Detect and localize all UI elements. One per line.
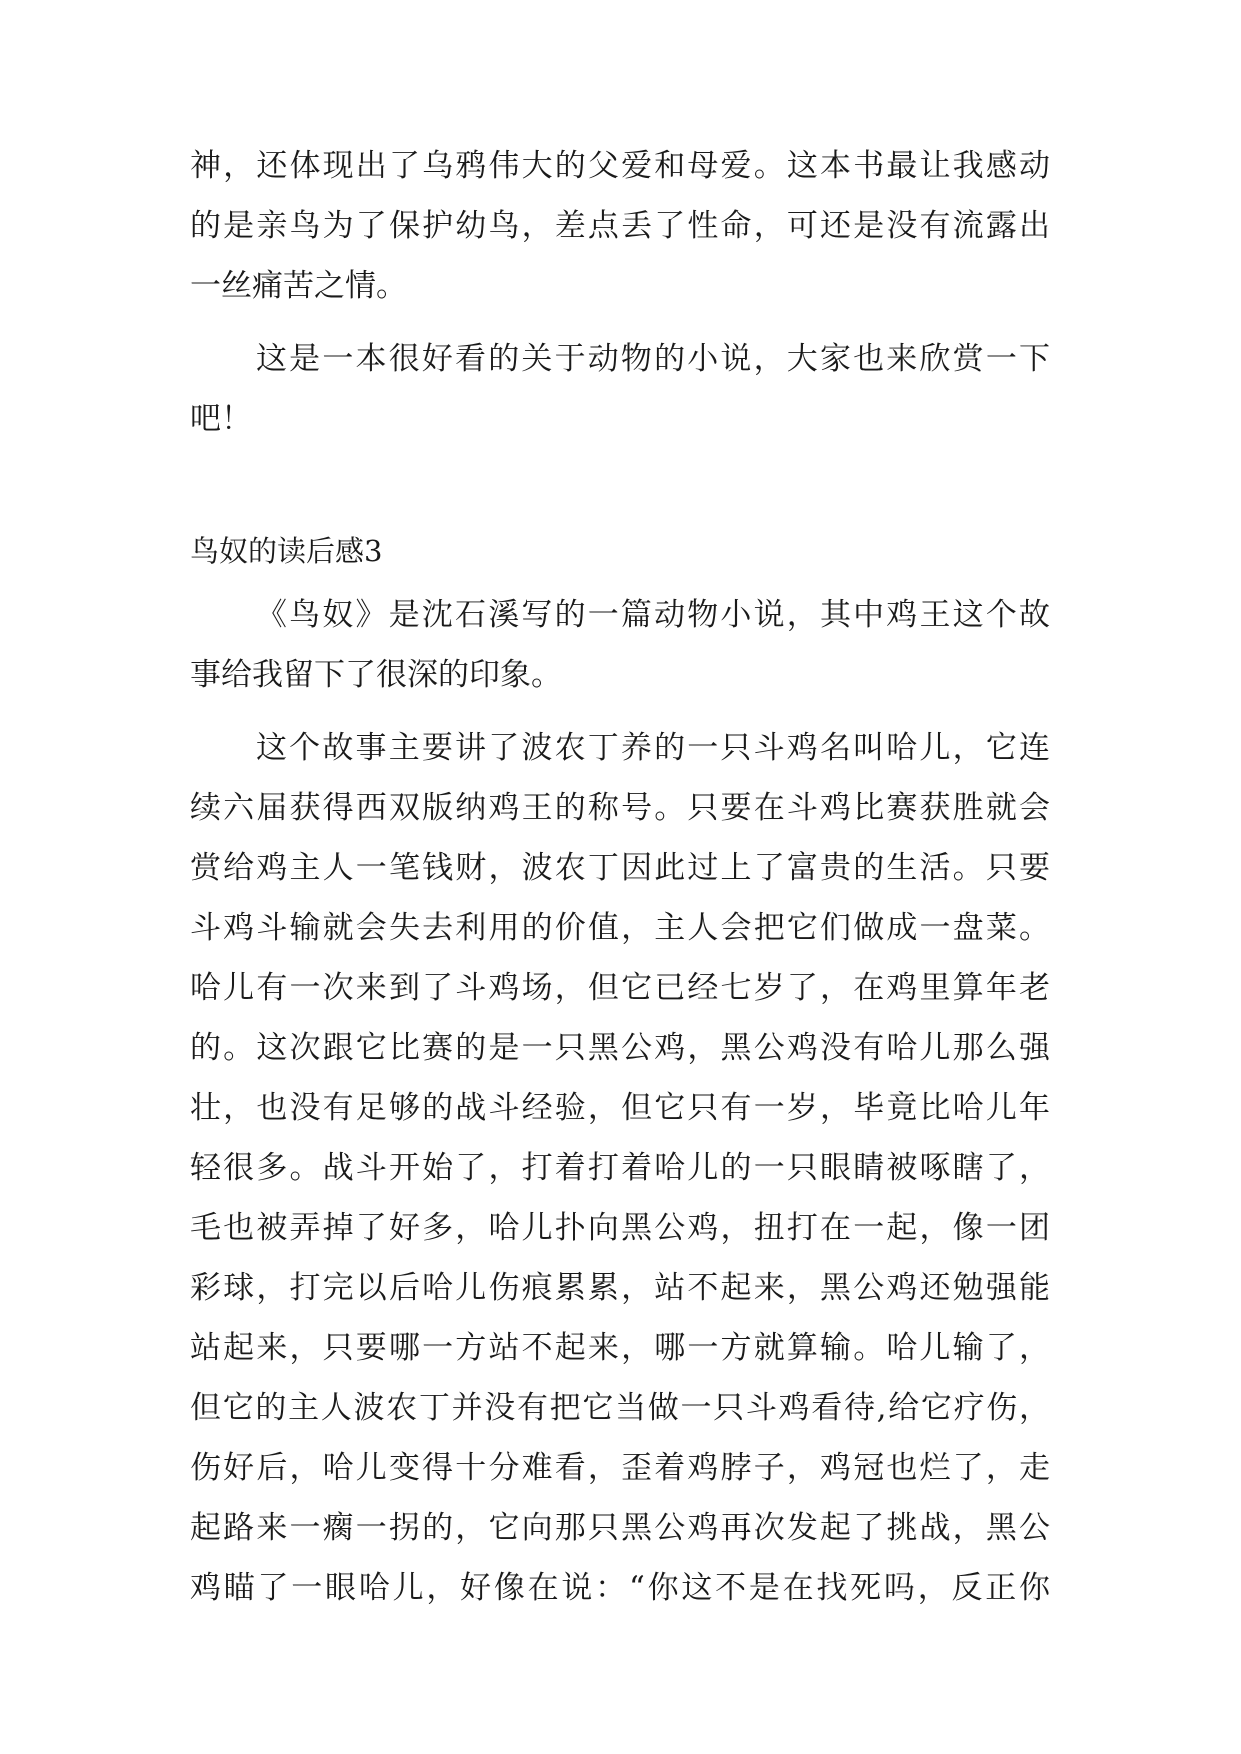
text-line: 续六届获得西双版纳鸡王的称号。只要在斗鸡比赛获胜就会 [190,790,1050,826]
text-line: 彩球，打完以后哈儿伤痕累累，站不起来，黑公鸡还勉强能 [190,1270,1050,1306]
text-line: 事给我留下了很深的印象。 [190,657,562,693]
text-line: 壮，也没有足够的战斗经验，但它只有一岁，毕竟比哈儿年 [190,1090,1050,1126]
text-line: 赏给鸡主人一笔钱财，波农丁因此过上了富贵的生活。只要 [190,850,1050,886]
text-line: 起路来一瘸一拐的，它向那只黑公鸡再次发起了挑战，黑公 [190,1510,1050,1546]
text-line: 这个故事主要讲了波农丁养的一只斗鸡名叫哈儿，它连 [256,730,1050,766]
text-line: 轻很多。战斗开始了，打着打着哈儿的一只眼睛被啄瞎了， [190,1150,1050,1186]
text-line: 伤好后，哈儿变得十分难看，歪着鸡脖子，鸡冠也烂了，走 [190,1450,1050,1486]
text-line: 的是亲鸟为了保护幼鸟，差点丢了性命，可还是没有流露出 [190,208,1050,244]
text-line: 的。这次跟它比赛的是一只黑公鸡，黑公鸡没有哈儿那么强 [190,1030,1050,1066]
text-line: 这是一本很好看的关于动物的小说，大家也来欣赏一下 [256,341,1050,377]
text-line: 《鸟奴》是沈石溪写的一篇动物小说，其中鸡王这个故 [256,597,1050,633]
text-line: 吧！ [190,401,252,437]
text-line: 斗鸡斗输就会失去利用的价值，主人会把它们做成一盘菜。 [190,910,1050,946]
text-line: 但它的主人波农丁并没有把它当做一只斗鸡看待,给它疗伤， [190,1390,1050,1426]
section-title: 鸟奴的读后感3 [190,534,383,568]
text-line: 鸡瞄了一眼哈儿，好像在说：“你这不是在找死吗，反正你 [190,1570,1050,1606]
text-line: 毛也被弄掉了好多，哈儿扑向黑公鸡，扭打在一起，像一团 [190,1210,1050,1246]
text-line: 神，还体现出了乌鸦伟大的父爱和母爱。这本书最让我感动 [190,148,1050,184]
text-line: 一丝痛苦之情。 [190,268,407,304]
text-line: 站起来，只要哪一方站不起来，哪一方就算输。哈儿输了， [190,1330,1050,1366]
text-line: 哈儿有一次来到了斗鸡场，但它已经七岁了，在鸡里算年老 [190,970,1050,1006]
